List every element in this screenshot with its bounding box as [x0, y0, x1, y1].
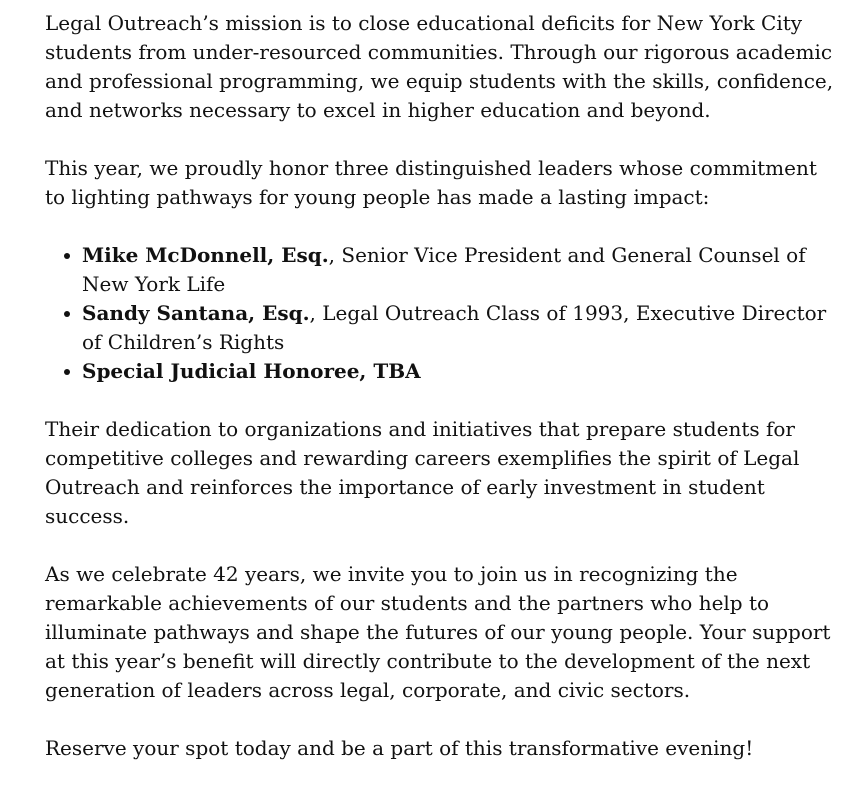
honoree-name: Mike McDonnell, Esq.	[82, 243, 329, 267]
article-body	[45, 9, 835, 792]
honoree-name: Sandy Santana, Esq.	[82, 301, 310, 325]
honor-intro-paragraph: This year, we proudly honor three distinguished leaders whose commitment to lighting pathways for young people has made a lasting impact:	[45, 156, 817, 209]
honoree-description: , Legal Outreach Class of 1993, Executive Director of Children’s Rights	[82, 301, 827, 354]
honoree-item	[82, 241, 835, 299]
dedication-paragraph: Their dedication to organizations and initiatives that prepare students for competitive colleges and rewarding careers exemplifies the spirit of Legal Outreach and reinforces the importance of early investment in student success.	[45, 417, 800, 528]
honoree-item	[82, 299, 835, 357]
honoree-description: , Senior Vice President and General Counsel of New York Life	[82, 243, 806, 296]
honoree-item	[82, 357, 835, 386]
honoree-list	[45, 241, 835, 386]
honoree-name: Special Judicial Honoree, TBA	[82, 359, 421, 383]
closing-paragraph: Reserve your spot today and be a part of this transformative evening!	[45, 736, 754, 760]
celebration-paragraph: As we celebrate 42 years, we invite you to join us in recognizing the remarkable achievements of our students and the partners who help to illuminate pathways and shape the futures of our young people. Your support at this year’s benefit will directly contribute to the development of the next generation of leaders across legal, corporate, and civic sectors.	[45, 562, 831, 702]
mission-paragraph: Legal Outreach’s mission is to close educational deficits for New York City students from under-resourced communities. Through our rigorous academic and professional programming, we equip students with the skills, confidence, and networks necessary to excel in higher education and beyond.	[45, 11, 834, 122]
